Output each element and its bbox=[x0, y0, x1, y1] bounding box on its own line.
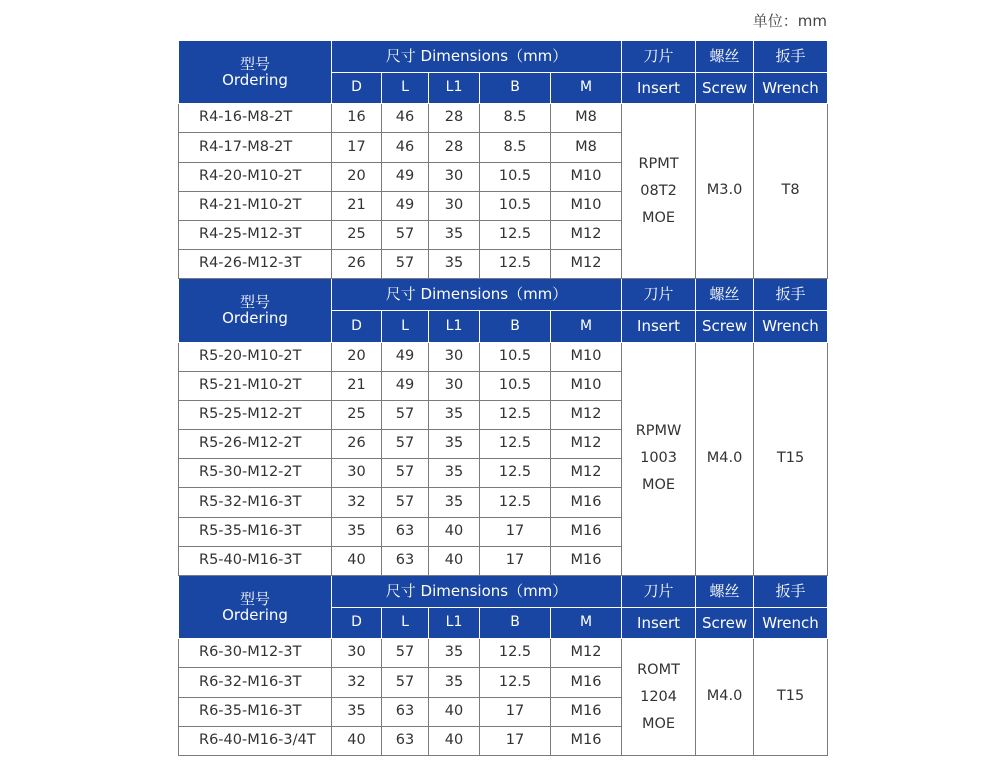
m-cell: M16 bbox=[551, 546, 622, 575]
l-cell: 49 bbox=[382, 342, 429, 371]
d-cell: 32 bbox=[332, 488, 382, 517]
b-cell: 10.5 bbox=[480, 371, 551, 400]
d-cell: 16 bbox=[332, 104, 382, 133]
insert-line: RPMW bbox=[635, 423, 682, 440]
d-cell: 30 bbox=[332, 639, 382, 668]
m-cell: M8 bbox=[551, 104, 622, 133]
insert-header-en: Insert bbox=[622, 310, 696, 342]
insert-header-cn: 刀片 bbox=[622, 279, 696, 311]
insert-line: MOE bbox=[642, 209, 676, 226]
l-cell: 63 bbox=[382, 517, 429, 546]
wrench-header-cn: 扳手 bbox=[754, 41, 828, 73]
b-cell: 12.5 bbox=[480, 488, 551, 517]
m-cell: M16 bbox=[551, 517, 622, 546]
insert-line: 1003 bbox=[640, 450, 677, 467]
l-cell: 57 bbox=[382, 459, 429, 488]
header-row bbox=[179, 41, 828, 73]
d-cell: 35 bbox=[332, 697, 382, 726]
screw-header-en: Screw bbox=[696, 607, 754, 639]
ordering-label-cn: 型号 bbox=[239, 292, 270, 311]
screw-header-en: Screw bbox=[696, 72, 754, 104]
screw-header-cn: 螺丝 bbox=[696, 41, 754, 73]
dimensions-header: 尺寸 Dimensions（mm） bbox=[332, 41, 622, 73]
m-cell: M12 bbox=[551, 459, 622, 488]
l1-cell: 35 bbox=[429, 639, 480, 668]
b-cell: 12.5 bbox=[480, 459, 551, 488]
d-cell: 25 bbox=[332, 400, 382, 429]
l1-cell: 35 bbox=[429, 430, 480, 459]
screw-cell: M4.0 bbox=[696, 639, 754, 756]
b-cell: 12.5 bbox=[480, 220, 551, 249]
unit-label: 单位：mm bbox=[752, 12, 827, 30]
column-header-d: D bbox=[332, 310, 382, 342]
column-header-l1: L1 bbox=[429, 310, 480, 342]
d-cell: 20 bbox=[332, 162, 382, 191]
b-cell: 17 bbox=[480, 697, 551, 726]
wrench-header-en: Wrench bbox=[754, 310, 828, 342]
model-cell: R5-32-M16-3T bbox=[179, 488, 332, 517]
column-header-l1: L1 bbox=[429, 72, 480, 104]
ordering-header bbox=[179, 279, 332, 342]
l1-cell: 35 bbox=[429, 459, 480, 488]
l-cell: 57 bbox=[382, 639, 429, 668]
l1-cell: 35 bbox=[429, 668, 480, 697]
column-header-d: D bbox=[332, 72, 382, 104]
screw-header-cn: 螺丝 bbox=[696, 576, 754, 608]
insert-line: 1204 bbox=[640, 688, 677, 705]
l-cell: 49 bbox=[382, 371, 429, 400]
l-cell: 57 bbox=[382, 250, 429, 279]
l-cell: 57 bbox=[382, 220, 429, 249]
model-cell: R6-32-M16-3T bbox=[179, 668, 332, 697]
column-header-d: D bbox=[332, 607, 382, 639]
model-cell: R6-35-M16-3T bbox=[179, 697, 332, 726]
insert-cell bbox=[622, 639, 696, 756]
l1-cell: 35 bbox=[429, 220, 480, 249]
column-header-l: L bbox=[382, 72, 429, 104]
b-cell: 8.5 bbox=[480, 104, 551, 133]
column-header-m: M bbox=[551, 310, 622, 342]
table-row bbox=[179, 342, 828, 371]
b-cell: 10.5 bbox=[480, 342, 551, 371]
d-cell: 30 bbox=[332, 459, 382, 488]
l-cell: 57 bbox=[382, 488, 429, 517]
m-cell: M12 bbox=[551, 250, 622, 279]
m-cell: M10 bbox=[551, 342, 622, 371]
d-cell: 25 bbox=[332, 220, 382, 249]
model-cell: R4-16-M8-2T bbox=[179, 104, 332, 133]
column-header-b: B bbox=[480, 607, 551, 639]
model-cell: R6-40-M16-3/4T bbox=[179, 726, 332, 755]
insert-line: MOE bbox=[642, 477, 676, 494]
column-header-l: L bbox=[382, 607, 429, 639]
model-cell: R5-40-M16-3T bbox=[179, 546, 332, 575]
l-cell: 63 bbox=[382, 726, 429, 755]
m-cell: M12 bbox=[551, 430, 622, 459]
l-cell: 46 bbox=[382, 104, 429, 133]
m-cell: M10 bbox=[551, 371, 622, 400]
ordering-label-en: Ordering bbox=[222, 606, 288, 625]
wrench-header-cn: 扳手 bbox=[754, 279, 828, 311]
insert-line: MOE bbox=[642, 715, 676, 732]
m-cell: M16 bbox=[551, 726, 622, 755]
m-cell: M12 bbox=[551, 220, 622, 249]
b-cell: 17 bbox=[480, 726, 551, 755]
d-cell: 26 bbox=[332, 430, 382, 459]
l1-cell: 40 bbox=[429, 517, 480, 546]
d-cell: 40 bbox=[332, 546, 382, 575]
b-cell: 10.5 bbox=[480, 191, 551, 220]
b-cell: 12.5 bbox=[480, 668, 551, 697]
spec-table bbox=[178, 40, 828, 756]
d-cell: 32 bbox=[332, 668, 382, 697]
model-cell: R4-20-M10-2T bbox=[179, 162, 332, 191]
insert-cell bbox=[622, 342, 696, 576]
b-cell: 12.5 bbox=[480, 250, 551, 279]
insert-header-en: Insert bbox=[622, 72, 696, 104]
header-row bbox=[179, 576, 828, 608]
b-cell: 17 bbox=[480, 517, 551, 546]
dimensions-header: 尺寸 Dimensions（mm） bbox=[332, 279, 622, 311]
d-cell: 17 bbox=[332, 133, 382, 162]
d-cell: 21 bbox=[332, 371, 382, 400]
l-cell: 57 bbox=[382, 430, 429, 459]
l-cell: 57 bbox=[382, 668, 429, 697]
model-cell: R5-35-M16-3T bbox=[179, 517, 332, 546]
l1-cell: 30 bbox=[429, 191, 480, 220]
d-cell: 26 bbox=[332, 250, 382, 279]
m-cell: M12 bbox=[551, 639, 622, 668]
b-cell: 12.5 bbox=[480, 400, 551, 429]
model-cell: R5-26-M12-2T bbox=[179, 430, 332, 459]
wrench-cell: T15 bbox=[754, 639, 828, 756]
model-cell: R4-17-M8-2T bbox=[179, 133, 332, 162]
insert-line: 08T2 bbox=[640, 182, 677, 199]
column-header-b: B bbox=[480, 72, 551, 104]
screw-cell: M4.0 bbox=[696, 342, 754, 576]
ordering-label-cn: 型号 bbox=[239, 589, 270, 608]
l1-cell: 30 bbox=[429, 162, 480, 191]
l1-cell: 40 bbox=[429, 546, 480, 575]
l1-cell: 30 bbox=[429, 371, 480, 400]
insert-line: RPMT bbox=[638, 155, 679, 172]
l-cell: 63 bbox=[382, 546, 429, 575]
table-row bbox=[179, 639, 828, 668]
b-cell: 8.5 bbox=[480, 133, 551, 162]
model-cell: R4-21-M10-2T bbox=[179, 191, 332, 220]
insert-header-cn: 刀片 bbox=[622, 576, 696, 608]
insert-header-cn: 刀片 bbox=[622, 41, 696, 73]
column-header-m: M bbox=[551, 607, 622, 639]
l1-cell: 35 bbox=[429, 488, 480, 517]
d-cell: 35 bbox=[332, 517, 382, 546]
column-header-m: M bbox=[551, 72, 622, 104]
m-cell: M16 bbox=[551, 668, 622, 697]
m-cell: M16 bbox=[551, 488, 622, 517]
model-cell: R4-25-M12-3T bbox=[179, 220, 332, 249]
l-cell: 63 bbox=[382, 697, 429, 726]
l1-cell: 28 bbox=[429, 133, 480, 162]
l1-cell: 40 bbox=[429, 726, 480, 755]
ordering-label-en: Ordering bbox=[222, 71, 288, 90]
b-cell: 10.5 bbox=[480, 162, 551, 191]
d-cell: 21 bbox=[332, 191, 382, 220]
model-cell: R6-30-M12-3T bbox=[179, 639, 332, 668]
l1-cell: 28 bbox=[429, 104, 480, 133]
b-cell: 12.5 bbox=[480, 639, 551, 668]
l1-cell: 30 bbox=[429, 342, 480, 371]
model-cell: R5-25-M12-2T bbox=[179, 400, 332, 429]
l-cell: 49 bbox=[382, 162, 429, 191]
m-cell: M10 bbox=[551, 162, 622, 191]
ordering-header bbox=[179, 576, 332, 639]
l-cell: 49 bbox=[382, 191, 429, 220]
ordering-header bbox=[179, 41, 332, 104]
m-cell: M12 bbox=[551, 400, 622, 429]
insert-line: ROMT bbox=[637, 661, 680, 678]
table-row bbox=[179, 104, 828, 133]
l-cell: 46 bbox=[382, 133, 429, 162]
wrench-cell: T15 bbox=[754, 342, 828, 576]
ordering-label-en: Ordering bbox=[222, 309, 288, 328]
column-header-b: B bbox=[480, 310, 551, 342]
model-cell: R5-30-M12-2T bbox=[179, 459, 332, 488]
insert-cell bbox=[622, 104, 696, 279]
screw-header-en: Screw bbox=[696, 310, 754, 342]
m-cell: M8 bbox=[551, 133, 622, 162]
d-cell: 20 bbox=[332, 342, 382, 371]
ordering-label-cn: 型号 bbox=[239, 54, 270, 73]
b-cell: 12.5 bbox=[480, 430, 551, 459]
wrench-header-cn: 扳手 bbox=[754, 576, 828, 608]
m-cell: M16 bbox=[551, 697, 622, 726]
model-cell: R4-26-M12-3T bbox=[179, 250, 332, 279]
l1-cell: 35 bbox=[429, 400, 480, 429]
m-cell: M10 bbox=[551, 191, 622, 220]
l1-cell: 40 bbox=[429, 697, 480, 726]
model-cell: R5-21-M10-2T bbox=[179, 371, 332, 400]
b-cell: 17 bbox=[480, 546, 551, 575]
column-header-l1: L1 bbox=[429, 607, 480, 639]
model-cell: R5-20-M10-2T bbox=[179, 342, 332, 371]
column-header-l: L bbox=[382, 310, 429, 342]
header-row bbox=[179, 279, 828, 311]
insert-header-en: Insert bbox=[622, 607, 696, 639]
screw-header-cn: 螺丝 bbox=[696, 279, 754, 311]
l-cell: 57 bbox=[382, 400, 429, 429]
dimensions-header: 尺寸 Dimensions（mm） bbox=[332, 576, 622, 608]
wrench-header-en: Wrench bbox=[754, 72, 828, 104]
wrench-header-en: Wrench bbox=[754, 607, 828, 639]
l1-cell: 35 bbox=[429, 250, 480, 279]
screw-cell: M3.0 bbox=[696, 104, 754, 279]
wrench-cell: T8 bbox=[754, 104, 828, 279]
d-cell: 40 bbox=[332, 726, 382, 755]
